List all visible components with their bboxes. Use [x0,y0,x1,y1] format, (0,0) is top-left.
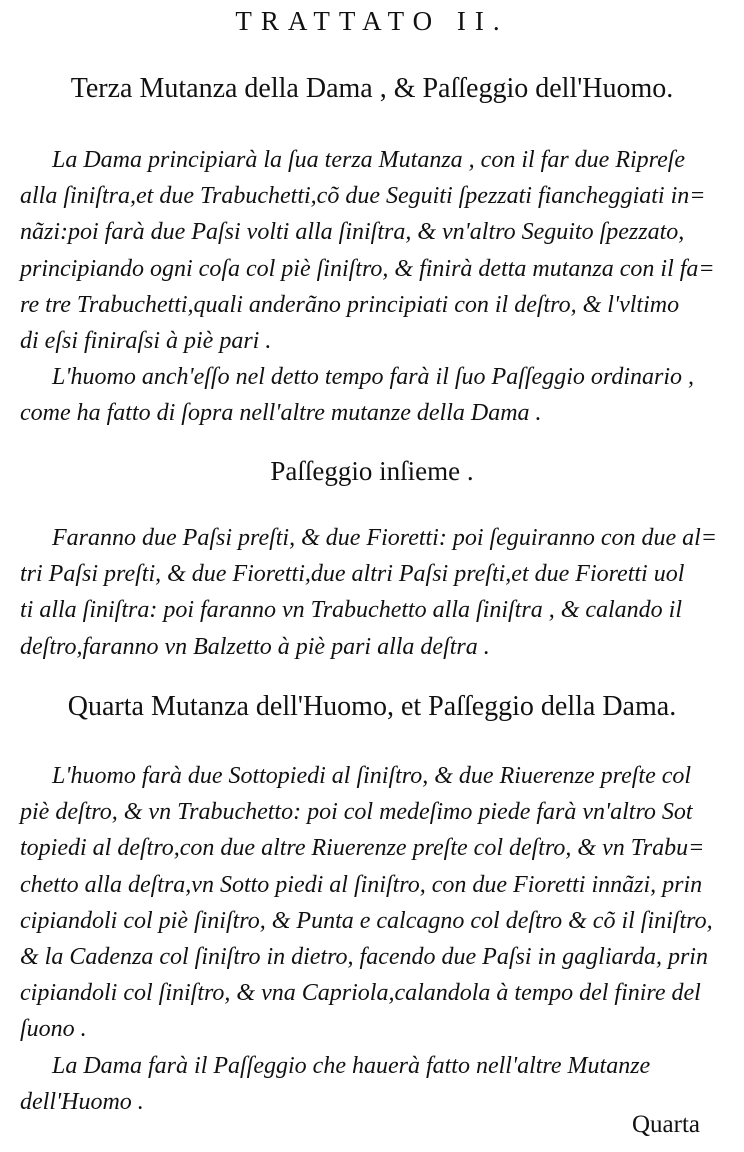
text-line: tri Paſsi preſti, & due Fioretti,due altri Paſsi preſti,et due Fioretti uol [20,561,685,588]
text-line: nãzi:poi farà due Paſsi volti alla ſiniſtra, & vn'altro Seguito ſpezzato, [20,219,685,246]
text-line: topiedi al deſtro,con due altre Riuerenze preſte col deſtro, & vn Trabu= [20,835,705,862]
text-line: deſtro,faranno vn Balzetto à piè pari alla deſtra . [20,633,490,660]
text-line: cipiandoli col piè ſiniſtro, & Punta e calcagno col deſtro & cõ il ſiniſtro, [20,907,713,934]
text-line: come ha fatto di ſopra nell'altre mutanze della Dama . [20,400,542,427]
section-heading-quarta-mutanza: Quarta Mutanza dell'Huomo, et Paſſeggio della Dama. [67,691,677,722]
text-line: chetto alla deſtra,vn Sotto piedi al ſiniſtro, con due Fioretti innãzi, prin [20,871,703,898]
catchword: Quarta [631,1111,700,1138]
running-head: TRATTATO II. [235,6,509,36]
section-heading-terza-mutanza: Terza Mutanza della Dama , & Paſſeggio dell'Huomo. [70,73,674,104]
paragraph-terza-mutanza [20,142,736,432]
text-line: La Dama principiarà la ſua terza Mutanza , con il far due Ripreſe [52,147,686,173]
section-heading-passeggio-insieme: Paſſeggio inſieme . [270,456,474,486]
text-line: & la Cadenza col ſiniſtro in dietro, facendo due Paſsi in gagliarda, prin [20,944,708,971]
text-line: dell'Huomo . [20,1088,144,1115]
text-line: ſuono . [20,1016,87,1043]
text-line: L'huomo farà due Sottopiedi al ſiniſtro, & due Riuerenze preſte col [52,763,692,789]
text-line: di eſsi finiraſsi à piè pari . [20,328,272,355]
text-line: L'huomo anch'eſſo nel detto tempo farà il ſuo Paſſeggio ordinario , [52,364,694,391]
paragraph-quarta-mutanza [20,758,736,1120]
text-line: alla ſiniſtra,et due Trabuchetti,cõ due Seguiti ſpezzati fiancheggiati in= [20,183,706,210]
text-line: piè deſtro, & vn Trabuchetto: poi col medeſimo piede farà vn'altro Sot [20,799,693,826]
text-line: ti alla ſiniſtra: poi faranno vn Trabuchetto alla ſiniſtra , & calando il [20,597,683,624]
paragraph-passeggio-insieme [20,520,736,665]
text-line: principiando ogni coſa col piè ſiniſtro, & finirà detta mutanza con il fa= [20,255,715,282]
text-line: re tre Trabuchetti,quali anderãno principiati con il deſtro, & l'vltimo [20,291,680,318]
text-line: La Dama farà il Paſſeggio che hauerà fatto nell'altre Mutanze [52,1052,651,1079]
text-line: Faranno due Paſsi preſti, & due Fioretti: poi ſeguiranno con due al= [52,525,718,551]
text-line: cipiandoli col ſiniſtro, & vna Capriola,calandola à tempo del finire del [20,980,701,1007]
